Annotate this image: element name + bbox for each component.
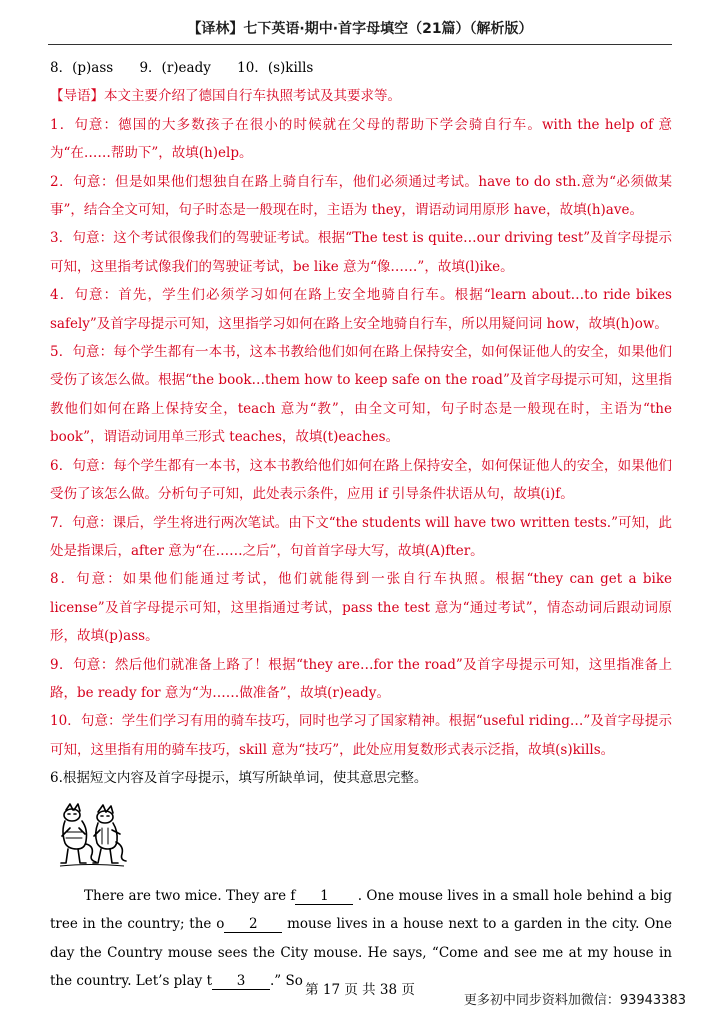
analysis-item-3: 3．句意：这个考试很像我们的驾驶证考试。根据“The test is quite…our driving test”及首字母提示可知，这里指考试像我们的驾驶证考试，be like 意为“像……”，故填(l)ike。 [50, 230, 672, 275]
header-divider [48, 44, 672, 45]
page-header-title: 【译林】七下英语·期中·首字母填空（21篇）（解析版） [187, 21, 533, 37]
analysis-item-1: 1．句意：德国的大多数孩子在很小的时候就在父母的帮助下学会骑自行车。with the help of 意为“在……帮助下”，故填(h)elp。 [50, 116, 672, 162]
answers-line [50, 54, 672, 82]
story-text-4: .” So [270, 973, 303, 990]
story-text-1: There are two mice. They are f [84, 888, 296, 904]
wechat-contact: 更多初中同步资料加微信：93943383 [463, 993, 686, 1008]
question-6-instruction: 6.根据短文内容及首字母提示，填写所缺单词，使其意思完整。 [50, 770, 428, 787]
two-mice-illustration [52, 800, 130, 870]
blank-1[interactable]: 1 [295, 888, 353, 905]
blank-2[interactable]: 2 [224, 916, 282, 933]
story-text-2: . One mouse lives in a small hole behind a big tree in the country; the o [50, 888, 672, 933]
analysis-item-9: 9．句意：然后他们就准备上路了！根据“they are…for the road”及首字母提示可知，这里指准备上路，be ready for 意为“为……做准备”，故填(r)eady。 [50, 656, 672, 701]
document-body [50, 54, 672, 793]
analysis-item-8: 8．句意：如果他们能通过考试，他们就能得到一张自行车执照。根据“they can get a bike license”及首字母提示可知，这里指通过考试，pass the test 意为“通过考试”，情态动词后跟动词原形，故填(p)ass。 [50, 571, 672, 645]
analysis-item-7: 7．句意：课后，学生将进行两次笔试。由下文“the students will have two written tests.”可知，此处是指课后，after 意为“在……之后”，句首首字母大写，故填(A)fter。 [50, 514, 672, 559]
answer-8: 8．(p)ass [50, 60, 114, 76]
analysis-intro: 【导语】本文主要介绍了德国自行车执照考试及其要求等。 [50, 88, 401, 105]
analysis-item-6: 6．句意：每个学生都有一本书，这本书教给他们如何在路上保持安全，如何保证他人的安全，如果他们受伤了该怎么做。分析句子可知，此处表示条件，应用 if 引导条件状语从句，故填(i)f。 [50, 457, 672, 503]
page-number: 第 17 页 共 38 页 [305, 982, 415, 998]
analysis-item-4: 4．句意：首先，学生们必须学习如何在路上安全地骑自行车。根据“learn about…to ride bikes safely”及首字母提示可知，这里指学习如何在路上安全地骑自行车，所以用疑问词 how，故填(h)ow。 [50, 287, 672, 332]
analysis-item-2: 2．句意：但是如果他们想独自在路上骑自行车，他们必须通过考试。have to do sth.意为“必须做某事”，结合全文可知，句子时态是一般现在时，主语为 they，谓语动词用原形 have，故填(h)ave。 [50, 173, 672, 219]
blank-3[interactable]: 3 [212, 973, 270, 990]
story-text-3: mouse lives in a house next to a garden in the city. One day the Country mouse sees the City mouse. He says, “Come and see me at my house in the country. Let’s play t [50, 916, 672, 990]
analysis-item-5: 5．句意：每个学生都有一本书，这本书教给他们如何在路上保持安全，如何保证他人的安全，如果他们受伤了该怎么做。根据“the book…them how to keep safe on the road”及首字母提示可知，这里指教他们如何在路上保持安全，teach 意为“教”，由全文可知，句子时态是一般现在时，主语为“the book”，谓语动词用单三形式 teaches，故填(t)eaches。 [50, 344, 672, 446]
analysis-item-10: 10．句意：学生们学习有用的骑车技巧，同时也学习了国家精神。根据“useful riding…”及首字母提示可知，这里指有用的骑车技巧，skill 意为“技巧”，此处应用复数形式表示泛指，故填(s)kills。 [50, 713, 672, 758]
answer-10: 10．(s)kills [237, 60, 314, 76]
answer-9: 9．(r)eady [139, 60, 211, 76]
